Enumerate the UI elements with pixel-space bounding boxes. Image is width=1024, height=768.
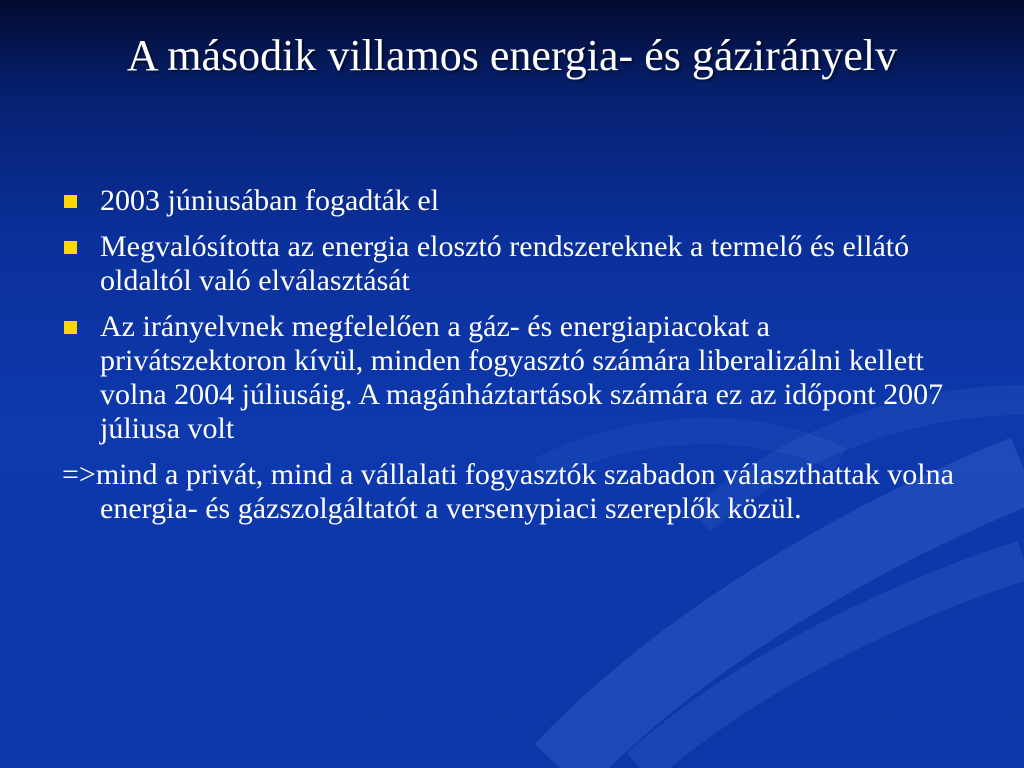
slide-title: A második villamos energia- és gázirányelv (126, 31, 898, 80)
bullet-list (62, 184, 962, 446)
bullet-text: Megvalósította az energia elosztó rendszereknek a termelő és ellátó oldaltól való elválasztását (100, 230, 910, 297)
bullet-text: 2003 júniusában fogadták el (100, 184, 440, 217)
square-bullet-icon (64, 241, 77, 254)
slide-body (62, 184, 962, 526)
bullet-item (62, 230, 962, 298)
square-bullet-icon (64, 321, 77, 334)
square-bullet-icon (64, 195, 77, 208)
conclusion-text: =>mind a privát, mind a vállalati fogyasztók szabadon választhattak volna energia- és gázszolgáltatót a versenypiaci szereplők közül. (62, 458, 954, 525)
bullet-item (62, 184, 962, 218)
bullet-text: Az irányelvnek megfelelően a gáz- és energiapiacokat a privátszektoron kívül, minden fogyasztó számára liberalizálni kellett volna 2004 júliusáig. A magánháztartások számára ez az időpont 2007 júliusa volt (100, 310, 944, 445)
bullet-item (62, 310, 962, 446)
